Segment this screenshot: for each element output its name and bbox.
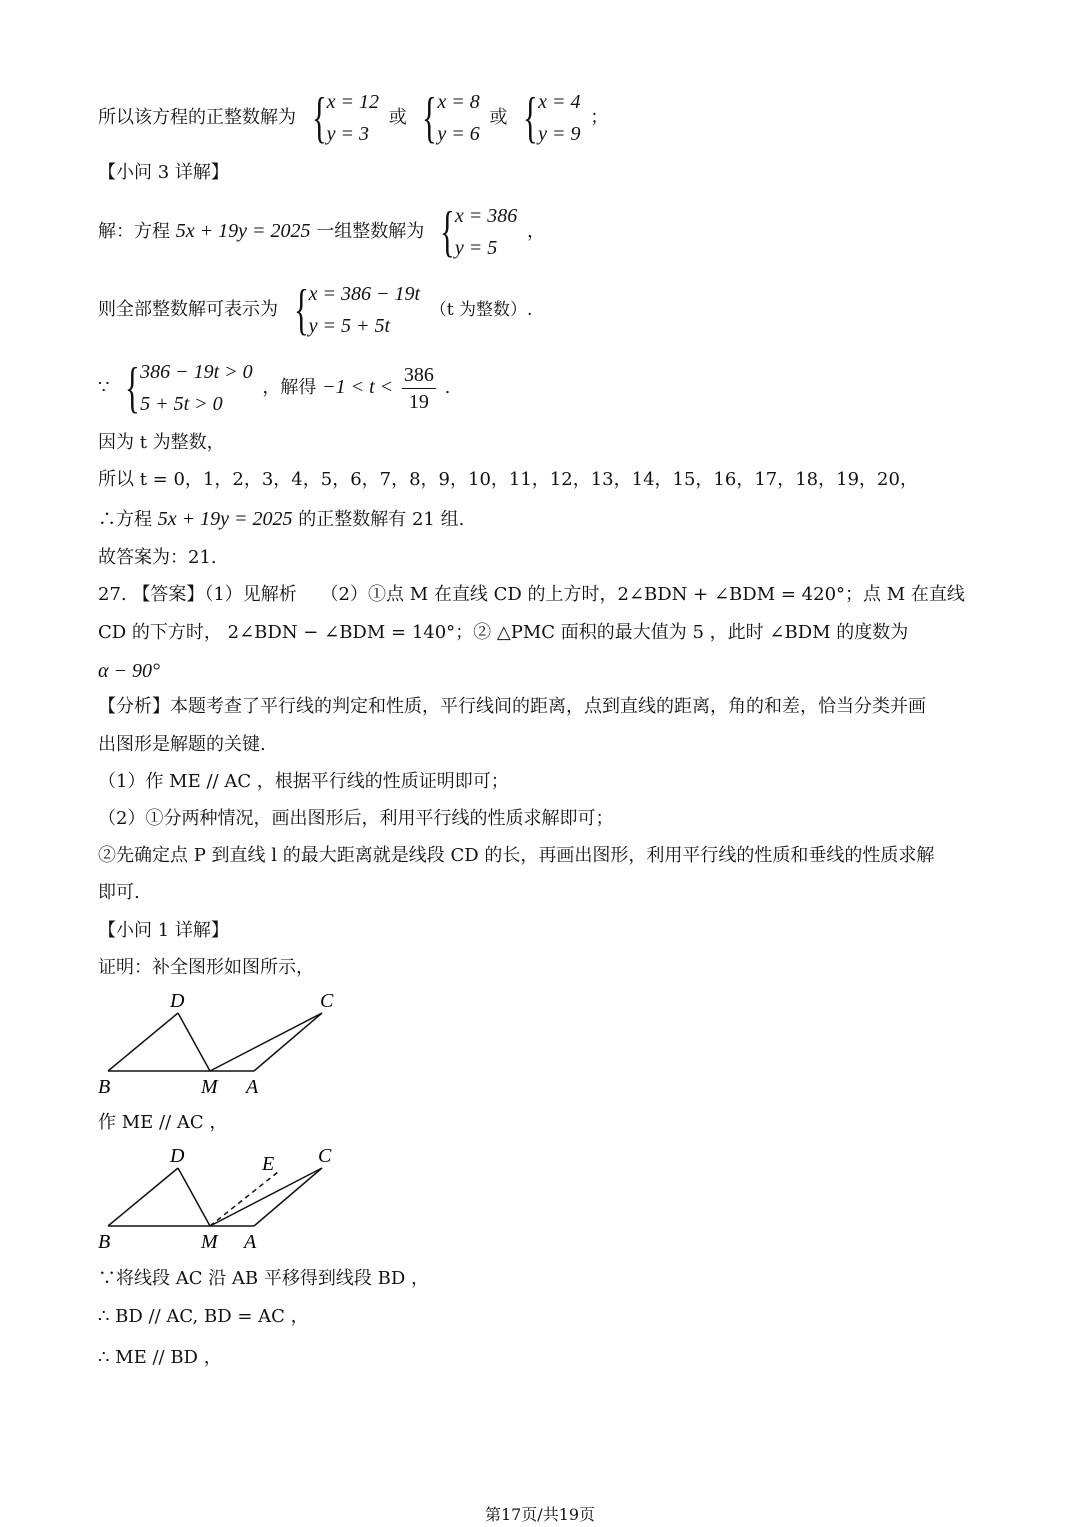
because-symbol: ∵ xyxy=(98,377,110,398)
system-1-row-1: x = 12 xyxy=(326,91,379,113)
translate-line: ∵将线段 AC 沿 AB 平移得到线段 BD ， xyxy=(98,1268,429,1289)
general-solution-row-2: y = 5 + 5t xyxy=(308,315,391,337)
analysis-line-5: ②先确定点 P 到直线 l 的最大距离就是线段 CD 的长，再画出图形，利用平行线的性质和垂线的性质求解 xyxy=(98,845,935,866)
general-solution-row-1: x = 386 − 19t xyxy=(308,283,421,305)
q27-answer-line-1: 27. 【答案】（1）见解析 （2）①点 M 在直线 CD 的上方时，2∠BDN + ∠BDM = 420°；点 M 在直线 xyxy=(98,584,965,605)
analysis-line-4: （2）①分两种情况，画出图形后，利用平行线的性质求解即可； xyxy=(98,808,614,829)
analysis-line-2: 出图形是解题的关键. xyxy=(98,734,266,755)
segment-MC xyxy=(210,1168,322,1226)
answer-line: 故答案为：21. xyxy=(98,547,217,568)
solutions-lead: 所以该方程的正整数解为 xyxy=(98,107,296,128)
segment-CA xyxy=(254,1168,322,1226)
integer-solution-system: { x = 386 y = 5 xyxy=(440,201,518,263)
or-word-1: 或 xyxy=(388,107,407,128)
analysis-line-6: 即可. xyxy=(98,882,140,903)
label-M: M xyxy=(201,1231,218,1253)
count-line xyxy=(98,506,464,533)
segment-CA xyxy=(254,1013,322,1071)
section-heading-3: 【小问 3 详解】 xyxy=(98,162,229,183)
label-E: E xyxy=(262,1153,275,1175)
segment-BD xyxy=(108,1013,178,1071)
general-solution-note: （t 为整数）. xyxy=(429,300,533,320)
segment-ME-dashed xyxy=(210,1172,278,1226)
system-3: { x = 4 y = 9 xyxy=(523,87,581,149)
fraction-numerator: 386 xyxy=(402,362,436,389)
general-solution-lead: 则全部整数解可表示为 xyxy=(98,299,278,320)
count-tail: 的正整数解有 21 组. xyxy=(298,509,465,530)
segment-DM xyxy=(178,1013,210,1071)
integer-solution-line xyxy=(98,200,545,264)
inequality-row-1: 386 − 19t > 0 xyxy=(140,361,253,383)
inequality-line xyxy=(98,356,450,420)
t-values-line: 所以 t = 0，1，2，3，4，5，6，7，8，9，10，11，12，13，14，15，16，17，18，19，20， xyxy=(98,469,918,490)
page-footer: 第17页/共19页 xyxy=(484,1505,596,1524)
fraction-denominator: 19 xyxy=(408,390,429,413)
construct-line: 作 ME // AC ， xyxy=(98,1112,228,1133)
integer-solution-lead: 解：方程 xyxy=(98,221,170,242)
inequality-mid: ，解得 xyxy=(262,377,317,398)
q27-answer-line-2: CD 的下方时， 2∠BDN − ∠BDM = 140°；② △PMC 面积的最大值为 5 ，此时 ∠BDM 的度数为 xyxy=(98,622,909,643)
count-lead: ∴方程 xyxy=(98,509,152,530)
system-2: { x = 8 y = 6 xyxy=(422,87,480,149)
solutions-line xyxy=(98,86,608,150)
t-integer-line: 因为 t 为整数， xyxy=(98,432,225,453)
me-parallel-bd-line: ∴ ME // BD ， xyxy=(98,1347,222,1368)
figure-1 xyxy=(90,985,360,1105)
analysis-line-1: 【分析】本题考查了平行线的判定和性质，平行线间的距离，点到直线的距离，角的和差，恰当分类并画 xyxy=(98,696,926,717)
segment-DM xyxy=(178,1168,210,1226)
general-solution-line xyxy=(98,278,532,342)
integer-solution-end: ， xyxy=(526,221,545,242)
label-C: C xyxy=(320,990,334,1012)
general-solution-system: { x = 386 − 19t y = 5 + 5t xyxy=(293,279,421,341)
or-word-2: 或 xyxy=(489,107,508,128)
system-2-row-1: x = 8 xyxy=(437,91,480,113)
parallel-equal-line: ∴ BD // AC, BD = AC ， xyxy=(98,1306,309,1327)
system-1-row-2: y = 3 xyxy=(326,123,369,145)
section-heading-1: 【小问 1 详解】 xyxy=(98,920,229,941)
figure-2-svg xyxy=(90,1142,360,1257)
segment-MC xyxy=(210,1013,322,1071)
label-A: A xyxy=(246,1076,259,1098)
proof-intro-line: 证明：补全图形如图所示， xyxy=(98,957,314,978)
inequality-row-2: 5 + 5t > 0 xyxy=(140,393,223,415)
figure-2 xyxy=(90,1142,360,1262)
system-1: { x = 12 y = 3 xyxy=(311,87,379,149)
count-equation: 5x + 19y = 2025 xyxy=(157,508,293,530)
equation: 5x + 19y = 2025 xyxy=(175,220,311,242)
label-B: B xyxy=(98,1231,111,1253)
label-C: C xyxy=(318,1145,332,1167)
analysis-line-3: （1）作 ME // AC ，根据平行线的性质证明即可； xyxy=(98,771,509,792)
figure-1-svg xyxy=(90,985,360,1100)
inequality-range: −1 < t < xyxy=(322,376,394,398)
system-2-row-2: y = 6 xyxy=(437,123,480,145)
inequality-end: . xyxy=(444,377,451,398)
integer-solution-row-2: y = 5 xyxy=(454,237,498,259)
label-B: B xyxy=(98,1076,111,1098)
integer-solution-mid: 一组整数解为 xyxy=(316,221,425,242)
solutions-end: ； xyxy=(590,107,609,128)
system-3-row-2: y = 9 xyxy=(538,123,581,145)
q27-answer-line-3: α − 90° xyxy=(98,660,160,682)
integer-solution-row-1: x = 386 xyxy=(454,205,518,227)
fraction xyxy=(402,362,436,415)
inequality-system: { 386 − 19t > 0 5 + 5t > 0 xyxy=(125,357,253,419)
system-3-row-1: x = 4 xyxy=(538,91,581,113)
label-A: A xyxy=(244,1231,257,1253)
label-D: D xyxy=(170,1145,185,1167)
label-D: D xyxy=(170,990,185,1012)
label-M: M xyxy=(201,1076,218,1098)
segment-BD xyxy=(108,1168,178,1226)
